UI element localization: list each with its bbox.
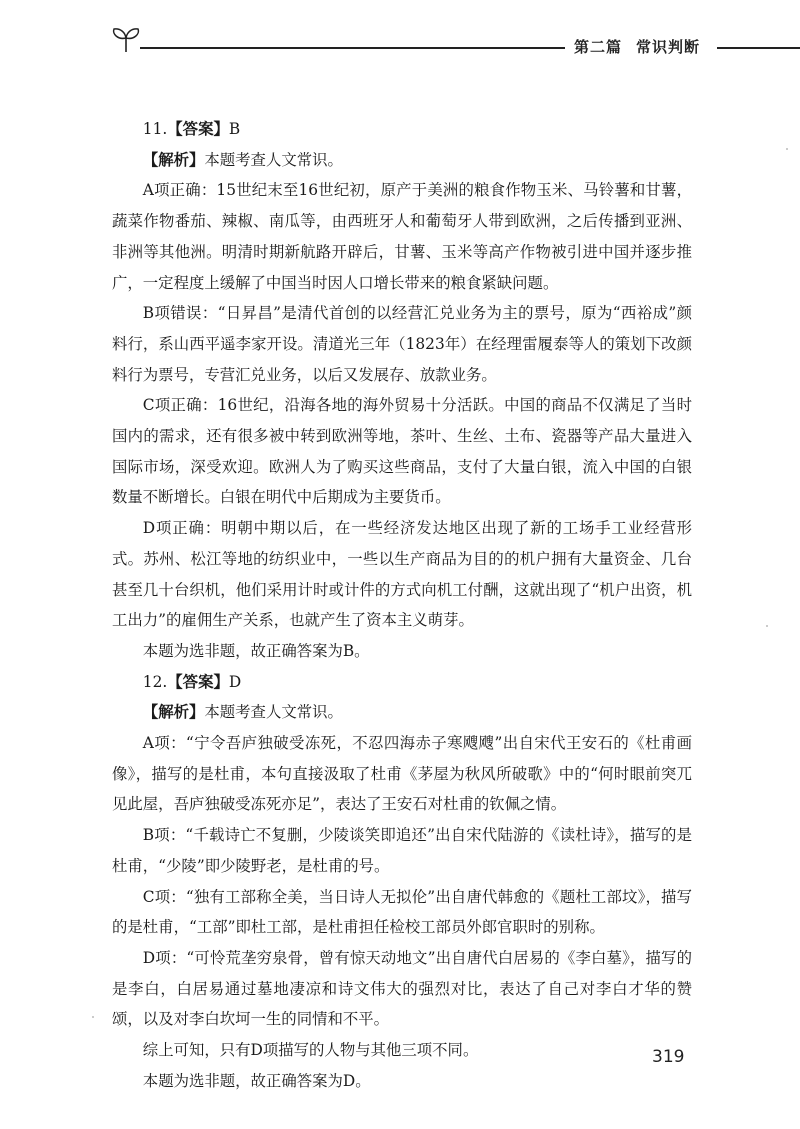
q12-analysis-label: 【解析】 [142, 703, 205, 722]
q12-paragraph-c: C项：“独有工部称全美，当日诗人无拟伦”出自唐代韩愈的《题杜工部坟》，描写的是杜甫，“工部”即杜工部，是杜甫担任检校工部员外郎官职时的别称。 [112, 887, 692, 937]
q11-answer-line [112, 114, 692, 145]
answer-content [112, 114, 692, 1097]
q11-analysis-label: 【解析】 [142, 150, 205, 169]
q12-paragraph-b: B项：“千载诗亡不复删，少陵谈笑即追还”出自宋代陆游的《读杜诗》，描写的是杜甫，“少陵”即少陵野老，是杜甫的号。 [112, 826, 692, 875]
q11-answer-label: 【答案】 [167, 120, 229, 138]
q11-analysis-line [112, 145, 692, 176]
q12-paragraph-d: D项：“可怜荒垄穷泉骨，曾有惊天动地文”出自唐代白居易的《李白墓》，描写的是李白，白居易通过墓地凄凉和诗文伟大的强烈对比，表达了自己对李白才华的赞颂，以及对李白坎坷一生的同情和不平。 [112, 948, 692, 1029]
q11-paragraph-b: B项错误：“日昇昌”是清代首创的以经营汇兑业务为主的票号，原为“西裕成”颜料行，系山西平遥李家开设。清道光三年（1823年）在经理雷履泰等人的策划下改颜料行为票号，专营汇兑业务，以后又发展存、放款业务。 [112, 304, 692, 384]
section-name: 常识判断 [636, 38, 701, 56]
q12-answer-label: 【答案】 [167, 672, 229, 691]
q12-summary: 综上可知，只有D项描写的人物与其他三项不同。 [142, 1041, 479, 1060]
q12-answer: D [228, 672, 242, 691]
q12-paragraph-a: A项：“宁令吾庐独破受冻死，不忍四海赤子寒飕飕”出自宋代王安石的《杜甫画像》，描写的是杜甫，本句直接汲取了杜甫《茅屋为秋风所破歌》中的“何时眼前突兀见此屋，吾庐独破受冻死亦足”，表达了王安石对杜甫的钦佩之情。 [112, 734, 692, 814]
q11-number: 11. [142, 120, 168, 138]
section-number: 第二篇 [574, 38, 623, 56]
q11-conclusion: 本题为选非题，故正确答案为B。 [142, 641, 370, 660]
q11-paragraph-a: A项正确：15世纪末至16世纪初，原产于美洲的粮食作物玉米、马铃薯和甘薯，蔬菜作物番茄、辣椒、南瓜等，由西班牙人和葡萄牙人带到欧洲，之后传播到亚洲、非洲等其他洲。明清时期新航路开辟后，甘薯、玉米等高产作物被引进中国并逐步推广，一定程度上缓解了中国当时因人口增长带来的粮食紧缺问题。 [112, 181, 692, 292]
section-title [574, 36, 700, 57]
page-number: 319 [652, 1047, 685, 1067]
q11-paragraph-c: C项正确：16世纪，沿海各地的海外贸易十分活跃。中国的商品不仅满足了当时国内的需求，还有很多被中转到欧洲等地，茶叶、生丝、土布、瓷器等产品大量进入国际市场，深受欢迎。欧洲人为了购买这些商品，支付了大量白银，流入中国的白银数量不断增长。白银在明代中后期成为主要货币。 [112, 396, 692, 507]
page-header [0, 0, 800, 60]
q12-analysis-intro: 本题考查人文常识。 [204, 703, 343, 722]
q11-answer: B [228, 120, 241, 138]
q11-analysis-intro: 本题考查人文常识。 [204, 150, 343, 169]
q12-answer-line [112, 667, 692, 698]
q12-analysis-line [112, 697, 692, 728]
sprout-icon [108, 26, 144, 54]
scan-speck [92, 1016, 94, 1018]
q12-number: 12. [142, 672, 168, 691]
header-divider-right [717, 47, 800, 49]
scan-speck [786, 148, 788, 150]
q11-paragraph-d: D项正确：明朝中期以后，在一些经济发达地区出现了新的工场手工业经营形式。苏州、松江等地的纺织业中，一些以生产商品为目的的机户拥有大量资金、几台甚至几十台织机，他们采用计时或计件的方式向机工付酬，这就出现了“机户出资，机工出力”的雇佣生产关系，也就产生了资本主义萌芽。 [112, 519, 692, 630]
q12-conclusion: 本题为选非题，故正确答案为D。 [142, 1071, 371, 1090]
scan-speck [766, 625, 768, 627]
header-divider-left [140, 47, 565, 49]
